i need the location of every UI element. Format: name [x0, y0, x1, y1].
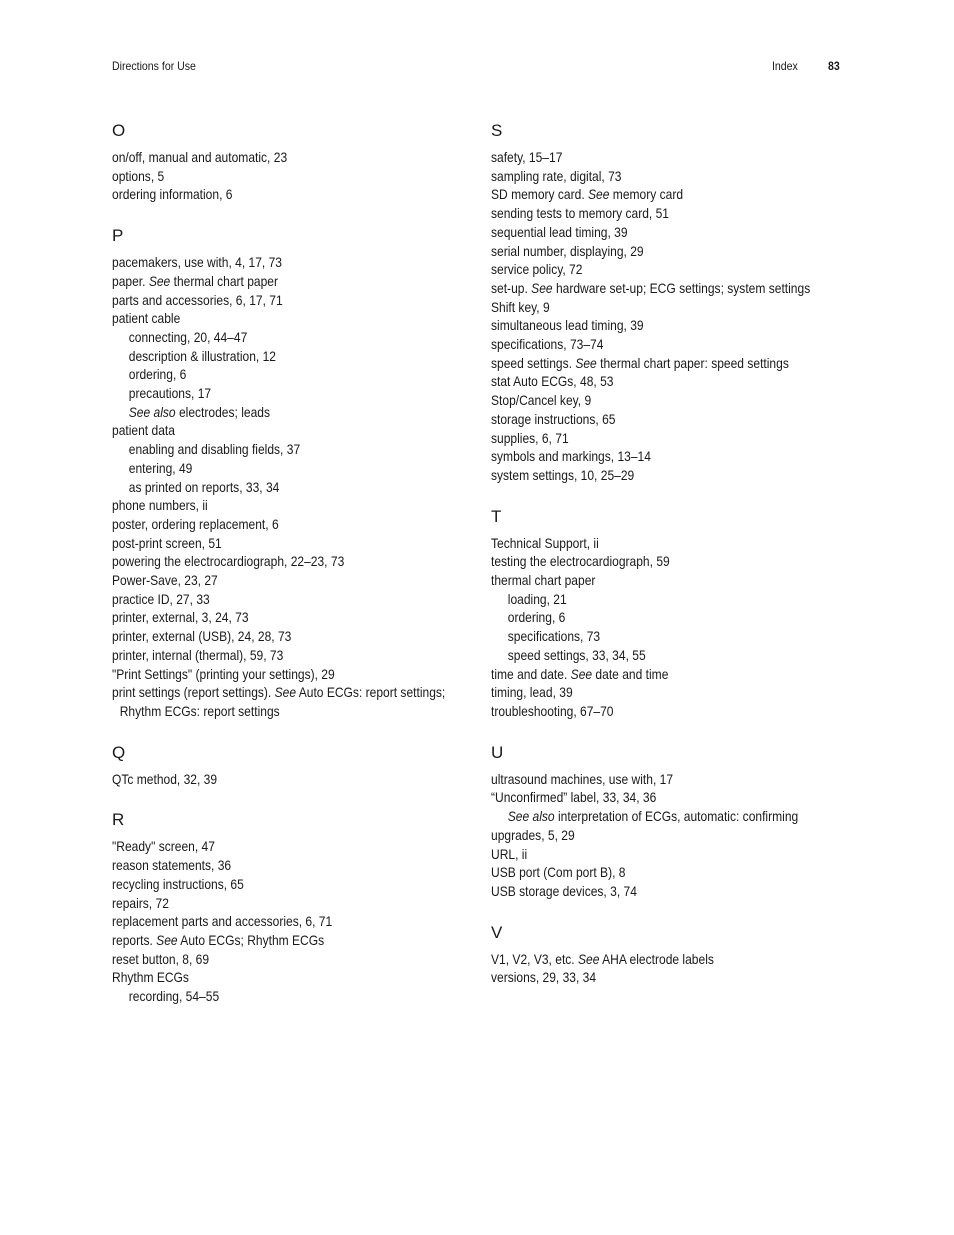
index-entry [491, 279, 835, 298]
index-entry [112, 683, 446, 702]
entry-target: AHA electrode labels [599, 950, 714, 967]
see-reference: See [588, 186, 610, 203]
section-letter: O [112, 121, 126, 140]
index-subentry: as printed on reports, 33, 34 [128, 478, 280, 495]
index-entry: safety, 15–17 [491, 149, 563, 165]
section-letter: U [491, 742, 504, 762]
index-subentry: specifications, 73 [507, 628, 601, 645]
see-reference: See [575, 354, 597, 371]
section-letter: T [491, 506, 502, 526]
entry-text: set-up. [491, 279, 532, 296]
index-section-u [491, 740, 891, 901]
index-entry: supplies, 6, 71 [491, 429, 569, 446]
entry-target: thermal chart paper: speed settings [596, 354, 789, 371]
index-entry: service policy, 72 [491, 261, 583, 278]
index-entry: troubleshooting, 67–70 [491, 702, 614, 719]
index-entry: upgrades, 5, 29 [491, 826, 575, 843]
index-entry: poster, ordering replacement, 6 [112, 515, 279, 532]
index-entry: “Unconfirmed” label, 33, 34, 36 [491, 789, 657, 806]
index-subentry: ordering, 6 [507, 609, 566, 626]
index-entry: versions, 29, 33, 34 [491, 969, 597, 986]
index-entry: patient data [112, 422, 175, 439]
entry-target: memory card [609, 186, 684, 203]
running-header-title: Directions for Use [112, 59, 196, 73]
section-letter: P [112, 226, 124, 246]
index-entry: sending tests to memory card, 51 [491, 205, 670, 222]
index-entry: "Print Settings" (printing your settings), 29 [112, 665, 335, 682]
index-entry: repairs, 72 [112, 894, 169, 911]
index-entry [112, 931, 439, 950]
index-entry: specifications, 73–74 [491, 336, 604, 353]
index-entry: printer, external, 3, 24, 73 [112, 609, 249, 626]
index-subentry [491, 807, 835, 826]
entry-text: paper. [112, 272, 149, 289]
index-entry: printer, external (USB), 24, 28, 73 [112, 628, 292, 645]
index-section-r [112, 807, 492, 1005]
index-section-p [112, 223, 492, 721]
index-entry: Shift key, 9 [491, 298, 550, 315]
index-entry: storage instructions, 65 [491, 410, 616, 427]
entry-text: speed settings. [491, 354, 576, 371]
index-subentry: recording, 54–55 [128, 988, 220, 1005]
index-entry: serial number, displaying, 29 [491, 242, 644, 259]
index-entry [112, 272, 439, 291]
index-entry: Power-Save, 23, 27 [112, 572, 218, 589]
index-entry: testing the electrocardiograph, 59 [491, 553, 670, 570]
index-subentry: enabling and disabling fields, 37 [128, 441, 301, 458]
index-entry: sampling rate, digital, 73 [491, 167, 622, 184]
entry-target: thermal chart paper [170, 272, 279, 289]
index-entry: recycling instructions, 65 [112, 875, 244, 892]
index-section-o [112, 118, 492, 204]
index-entry [491, 354, 835, 373]
entry-target: electrodes; leads [175, 403, 270, 420]
index-subentry: description & illustration, 12 [128, 347, 277, 364]
index-section-v [491, 920, 891, 987]
index-entry [491, 665, 835, 684]
index-subentry: speed settings, 33, 34, 55 [507, 646, 646, 663]
index-subentry: entering, 49 [128, 459, 193, 476]
index-section-s [491, 118, 891, 485]
index-entry: timing, lead, 39 [491, 684, 573, 701]
section-letter: V [491, 922, 503, 942]
see-reference: See also [128, 403, 176, 420]
index-entry: ordering information, 6 [112, 186, 233, 203]
index-entry: system settings, 10, 25–29 [491, 466, 635, 483]
page-number: 83 [828, 59, 840, 73]
index-entry: on/off, manual and automatic, 23 [112, 149, 288, 165]
section-letter: Q [112, 742, 126, 762]
index-entry: Technical Support, ii [491, 534, 599, 551]
see-reference: See also [507, 808, 555, 825]
entry-text: reports. [112, 931, 157, 948]
index-entry: symbols and markings, 13–14 [491, 448, 651, 465]
index-entry [491, 185, 835, 204]
running-header-section: Index [772, 59, 798, 73]
index-entry: URL, ii [491, 845, 528, 862]
index-entry: parts and accessories, 6, 17, 71 [112, 291, 283, 308]
index-entry: simultaneous lead timing, 39 [491, 317, 644, 334]
index-entry: sequential lead timing, 39 [491, 223, 628, 240]
index-entry: USB storage devices, 3, 74 [491, 882, 637, 899]
index-entry: printer, internal (thermal), 59, 73 [112, 646, 284, 663]
index-entry: Rhythm ECGs [112, 969, 189, 986]
entry-target: hardware set-up; ECG settings; system settings [552, 279, 811, 296]
index-entry: "Ready" screen, 47 [112, 838, 215, 855]
index-entry: practice ID, 27, 33 [112, 590, 210, 607]
index-section-t [491, 504, 891, 721]
entry-target: date and time [592, 665, 669, 682]
index-entry: pacemakers, use with, 4, 17, 73 [112, 254, 282, 271]
index-subentry: connecting, 20, 44–47 [128, 328, 248, 345]
entry-target: interpretation of ECGs, automatic: confirming [554, 808, 799, 825]
entry-text: V1, V2, V3, etc. [491, 950, 579, 967]
index-entry: stat Auto ECGs, 48, 53 [491, 373, 614, 390]
section-letter: R [112, 810, 125, 830]
index-entry: Rhythm ECGs: report settings [119, 702, 280, 719]
index-entry: USB port (Com port B), 8 [491, 864, 626, 881]
entry-target: Auto ECGs: report settings; [296, 684, 446, 701]
entry-text: print settings (report settings). [112, 684, 275, 701]
index-entry: replacement parts and accessories, 6, 71 [112, 913, 333, 930]
index-entry: reset button, 8, 69 [112, 950, 210, 967]
index-subentry: loading, 21 [507, 590, 567, 607]
index-entry: ultrasound machines, use with, 17 [491, 770, 674, 787]
index-entry: thermal chart paper [491, 572, 596, 589]
index-entry: QTc method, 32, 39 [112, 770, 218, 787]
index-entry: Stop/Cancel key, 9 [491, 392, 592, 409]
index-entry: reason statements, 36 [112, 857, 232, 874]
entry-target: Auto ECGs; Rhythm ECGs [177, 931, 325, 948]
see-reference: See [274, 684, 297, 701]
entry-text: time and date. [491, 665, 571, 682]
index-column-left [112, 118, 492, 1025]
see-reference: See [570, 665, 593, 682]
index-entry: phone numbers, ii [112, 497, 208, 514]
see-reference: See [156, 931, 178, 948]
section-letter: S [491, 121, 503, 140]
index-section-q [112, 740, 492, 789]
index-entry: post-print screen, 51 [112, 534, 222, 551]
index-entry: patient cable [112, 310, 181, 327]
index-entry: powering the electrocardiograph, 22–23, 73 [112, 553, 345, 570]
index-subentry [112, 403, 439, 422]
index-subentry: ordering, 6 [128, 366, 187, 383]
index-entry: options, 5 [112, 167, 165, 184]
index-subentry: precautions, 17 [128, 385, 212, 402]
see-reference: See [148, 272, 171, 289]
see-reference: See [531, 279, 553, 296]
index-entry [491, 950, 835, 969]
see-reference: See [578, 950, 600, 967]
entry-text: SD memory card. [491, 186, 589, 203]
index-column-right [491, 118, 891, 1006]
